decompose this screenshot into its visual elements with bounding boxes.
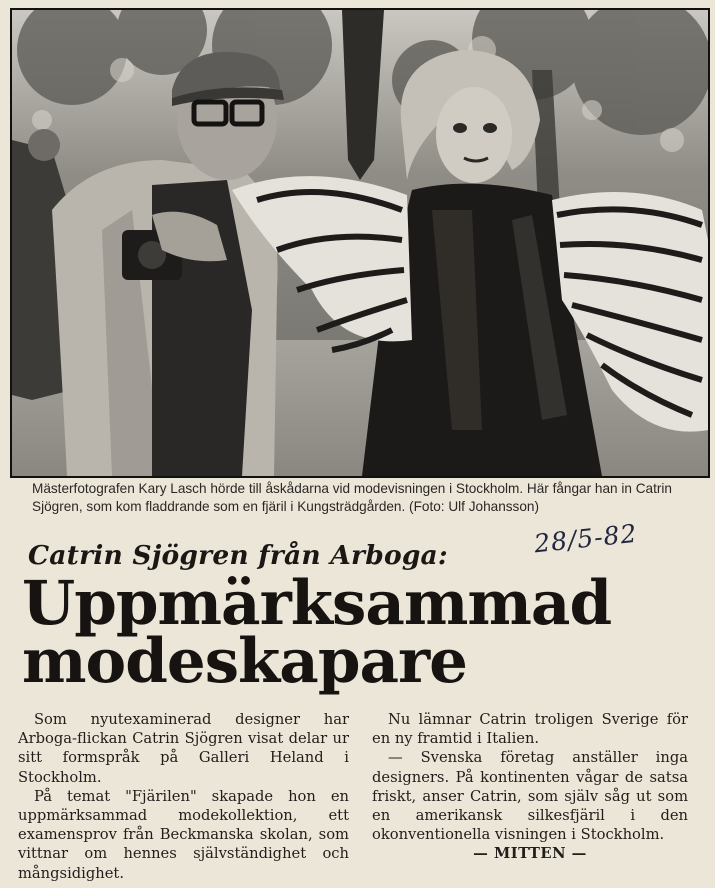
article-kicker: Catrin Sjögren från Arboga: bbox=[28, 540, 448, 571]
photo-caption: Mästerfotografen Kary Lasch hörde till åskådarna vid modevisningen i Stockholm. Här fångar han in Catrin Sjögren, som kom fladdrande som en fjäril i Kungsträdgården. (Foto: Ulf Johansson) bbox=[32, 481, 672, 514]
body-column-right bbox=[372, 710, 688, 864]
paragraph: Som nyutexaminerad designer har Arboga-flickan Catrin Sjögren visat delar ur sitt formspråk på Galleri Heland i Stockholm. bbox=[18, 711, 349, 786]
photograph bbox=[10, 8, 710, 478]
paragraph: På temat "Fjärilen" skapade hon en uppmärksammad modekollektion, ett examensprov från Beckmanska skolan, som vittnar om hennes självständighet och mångsidighet. bbox=[18, 787, 349, 882]
headline-line-1: Uppmärksammad bbox=[22, 568, 612, 639]
headline-line-2: modeskapare bbox=[22, 626, 467, 697]
photo-illustration bbox=[12, 10, 708, 476]
paragraph: — Svenska företag anställer inga designers. På kontinenten vågar de satsa friskt, anser Catrin, som själv såg ut som en amerikansk silkesfjäril i den okonventionella visningen i Stockholm. bbox=[372, 749, 688, 844]
handwritten-date: 28/5-82 bbox=[532, 518, 639, 559]
byline-signature: — MITTEN — bbox=[473, 845, 587, 863]
article-headline bbox=[22, 568, 662, 697]
paragraph: Nu lämnar Catrin troligen Sverige för en ny framtid i Italien. bbox=[372, 711, 688, 748]
body-column-left bbox=[18, 710, 349, 883]
